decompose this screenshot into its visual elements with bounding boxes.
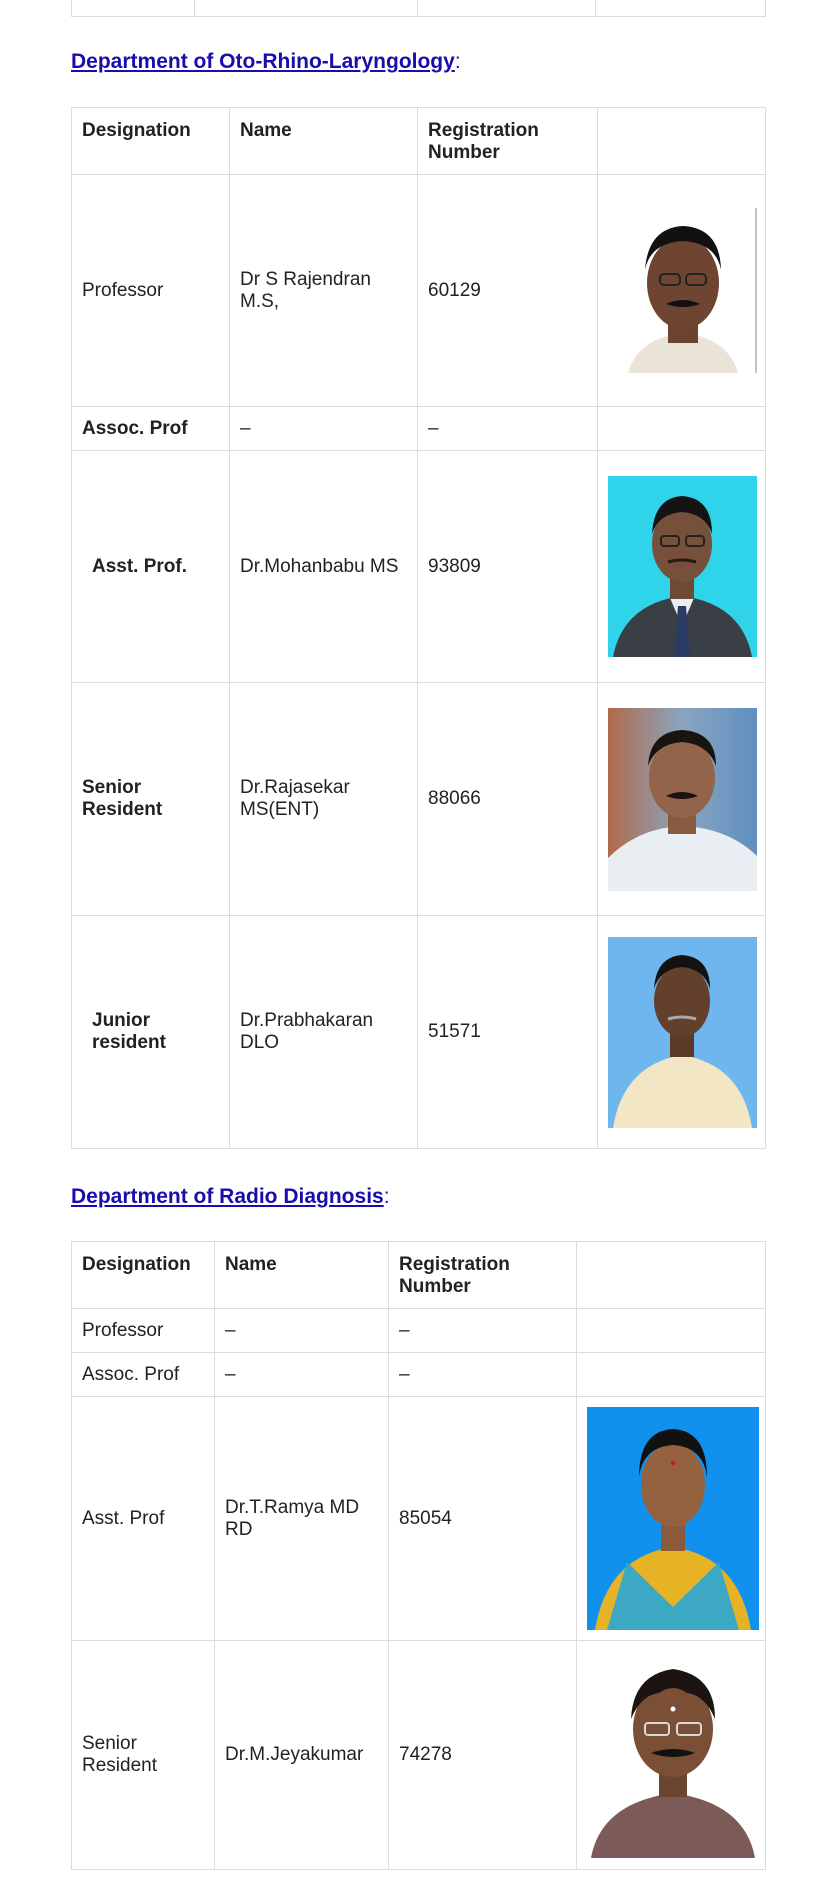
name-cell: –: [215, 1353, 389, 1397]
header-designation: Designation: [72, 108, 230, 175]
designation-cell: Junior resident: [72, 916, 230, 1149]
designation-cell: Assoc. Prof: [72, 1353, 215, 1397]
header-photo: [598, 108, 766, 175]
registration-cell: 85054: [389, 1397, 577, 1641]
table-row: [72, 407, 766, 451]
designation-cell: Senior Resident: [72, 683, 230, 916]
photo-cell: [598, 451, 766, 683]
photo-cell: [577, 1353, 766, 1397]
name-cell: Dr.T.Ramya MD RD: [215, 1397, 389, 1641]
header-name: Name: [215, 1242, 389, 1309]
portrait-photo-prabhakaran: [608, 937, 757, 1128]
header-designation: Designation: [72, 1242, 215, 1309]
header-registration: Registration Number: [389, 1242, 577, 1309]
header-photo: [577, 1242, 766, 1309]
radio-staff-table: [71, 1241, 766, 1870]
designation-cell: Professor: [72, 1309, 215, 1353]
header-registration: Registration Number: [418, 108, 598, 175]
heading-colon: :: [454, 50, 461, 73]
photo-cell: [577, 1397, 766, 1641]
portrait-photo-mohanbabu: [608, 476, 757, 657]
designation-cell: Assoc. Prof: [72, 407, 230, 451]
registration-cell: –: [389, 1353, 577, 1397]
name-cell: Dr.Rajasekar MS(ENT): [230, 683, 418, 916]
name-cell: Dr.Mohanbabu MS: [230, 451, 418, 683]
ent-department-link[interactable]: Department of Oto-Rhino-Laryngology: [71, 50, 455, 73]
table-row: [72, 1353, 766, 1397]
registration-cell: 93809: [418, 451, 598, 683]
table-header-row: [72, 108, 766, 175]
table-row: [72, 1397, 766, 1641]
table-row: [72, 683, 766, 916]
registration-cell: 51571: [418, 916, 598, 1149]
photo-cell: [598, 175, 766, 407]
photo-cell: [598, 916, 766, 1149]
name-cell: Dr.M.Jeyakumar: [215, 1641, 389, 1870]
portrait-photo-jeyakumar: [587, 1653, 759, 1858]
name-cell: Dr S Rajendran M.S,: [230, 175, 418, 407]
registration-cell: –: [389, 1309, 577, 1353]
table-row: [72, 916, 766, 1149]
registration-cell: –: [418, 407, 598, 451]
table-row: [72, 1309, 766, 1353]
radio-department-link[interactable]: Department of Radio Diagnosis: [71, 1185, 384, 1208]
name-cell: Dr.Prabhakaran DLO: [230, 916, 418, 1149]
radio-department-heading: [71, 1185, 390, 1209]
name-cell: –: [230, 407, 418, 451]
designation-cell: Asst. Prof: [72, 1397, 215, 1641]
registration-cell: 60129: [418, 175, 598, 407]
table-row: [72, 451, 766, 683]
portrait-photo-ramya: [587, 1407, 759, 1630]
designation-cell: Asst. Prof.: [72, 451, 230, 683]
photo-cell: [598, 407, 766, 451]
photo-cell: [598, 683, 766, 916]
ent-staff-table: [71, 107, 766, 1149]
portrait-photo-rajasekar: [608, 708, 757, 891]
previous-table-bottom: [71, 0, 766, 17]
designation-cell: Professor: [72, 175, 230, 407]
ent-department-heading: [71, 50, 461, 74]
table-row: [72, 175, 766, 407]
name-cell: –: [215, 1309, 389, 1353]
photo-cell: [577, 1641, 766, 1870]
table-row: [72, 1641, 766, 1870]
heading-colon: :: [383, 1185, 390, 1208]
registration-cell: 74278: [389, 1641, 577, 1870]
header-name: Name: [230, 108, 418, 175]
portrait-photo-rajendran: [608, 208, 758, 373]
designation-cell: Senior Resident: [72, 1641, 215, 1870]
photo-cell: [577, 1309, 766, 1353]
table-header-row: [72, 1242, 766, 1309]
registration-cell: 88066: [418, 683, 598, 916]
